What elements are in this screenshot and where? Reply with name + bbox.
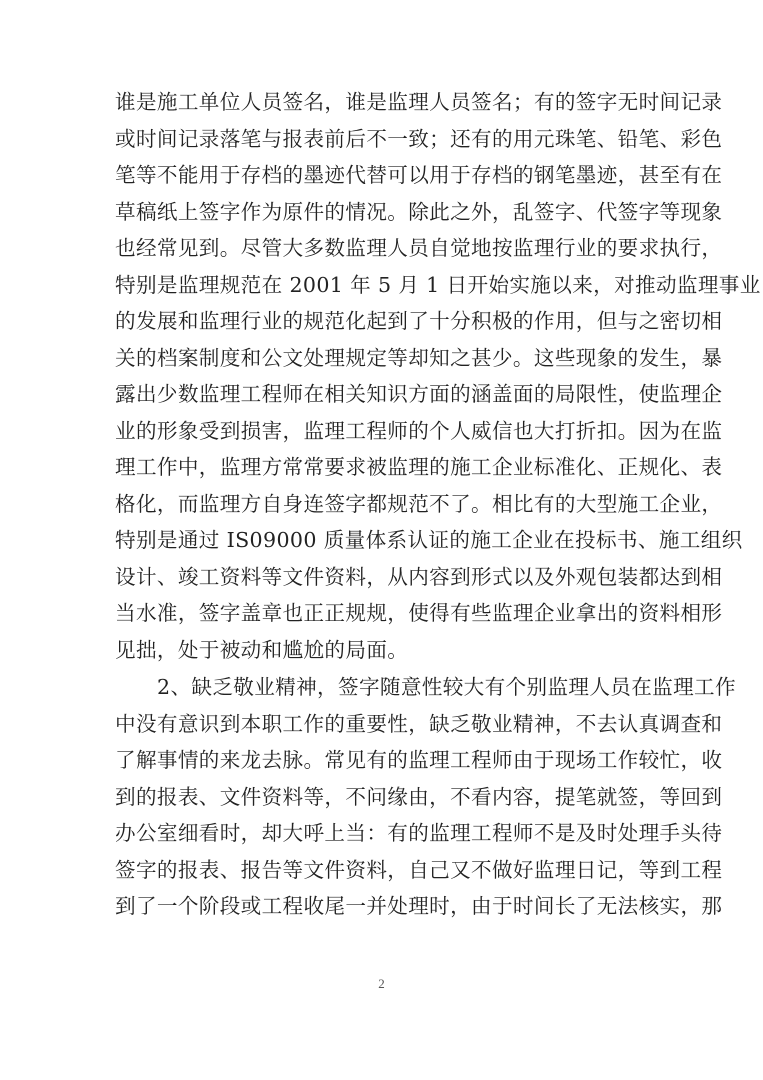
text-line: 签字的报表、报告等文件资料，自己又不做好监理日记，等到工程 bbox=[115, 857, 723, 882]
text-line: 理工作中，监理方常常要求被监理的施工企业标准化、正规化、表 bbox=[115, 455, 723, 479]
body-text bbox=[115, 84, 761, 925]
text-line: 当水准，签字盖章也正正规规，使得有些监理企业拿出的资料相形 bbox=[115, 601, 723, 625]
text-line: 到的报表、文件资料等，不问缘由，不看内容，提笔就签，等回到 bbox=[115, 784, 723, 809]
text-line: 关的档案制度和公文处理规定等却知之甚少。这些现象的发生，暴 bbox=[115, 345, 723, 370]
text-line: 的发展和监理行业的规范化起到了十分积极的作用，但与之密切相 bbox=[115, 309, 723, 333]
text-line: 露出少数监理工程师在相关知识方面的涵盖面的局限性，使监理企 bbox=[115, 382, 723, 406]
text-line: 2、缺乏敬业精神，签字随意性较大有个别监理人员在监理工作 bbox=[157, 675, 736, 699]
text-line: 特别是监理规范在 2001 年 5 月 1 日开始实施以来，对推动监理事业 bbox=[115, 272, 761, 297]
text-line: 见拙，处于被动和尴尬的局面。 bbox=[115, 637, 409, 662]
text-line: 办公室细看时，却大呼上当：有的监理工程师不是及时处理手头待 bbox=[115, 821, 723, 845]
text-line: 格化，而监理方自身连签字都规范不了。相比有的大型施工企业， bbox=[115, 491, 723, 516]
text-line: 了解事情的来龙去脉。常见有的监理工程师由于现场工作较忙，收 bbox=[115, 748, 723, 772]
text-line: 或时间记录落笔与报表前后不一致；还有的用元珠笔、铅笔、彩色 bbox=[115, 126, 723, 151]
text-line: 特别是通过 IS09000 质量体系认证的施工企业在投标书、施工组织 bbox=[115, 528, 743, 552]
text-line: 业的形象受到损害，监理工程师的个人威信也大打折扣。因为在监 bbox=[115, 418, 723, 443]
text-line: 也经常见到。尽管大多数监理人员自觉地按监理行业的要求执行， bbox=[115, 236, 723, 260]
text-line: 中没有意识到本职工作的重要性，缺乏敬业精神，不去认真调查和 bbox=[115, 711, 723, 736]
text-line: 谁是施工单位人员签名，谁是监理人员签名；有的签字无时间记录 bbox=[115, 90, 723, 114]
paragraph-1 bbox=[115, 84, 761, 668]
text-line: 草稿纸上签字作为原件的情况。除此之外，乱签字、代签字等现象 bbox=[115, 199, 723, 224]
text-line: 设计、竣工资料等文件资料，从内容到形式以及外观包装都达到相 bbox=[115, 564, 723, 589]
text-line: 笔等不能用于存档的墨迹代替可以用于存档的钢笔墨迹，甚至有在 bbox=[115, 163, 723, 187]
text-line: 到了一个阶段或工程收尾一并处理时，由于时间长了无法核实，那 bbox=[115, 894, 723, 918]
page-number: 2 bbox=[378, 976, 385, 991]
paragraph-2 bbox=[115, 669, 736, 925]
